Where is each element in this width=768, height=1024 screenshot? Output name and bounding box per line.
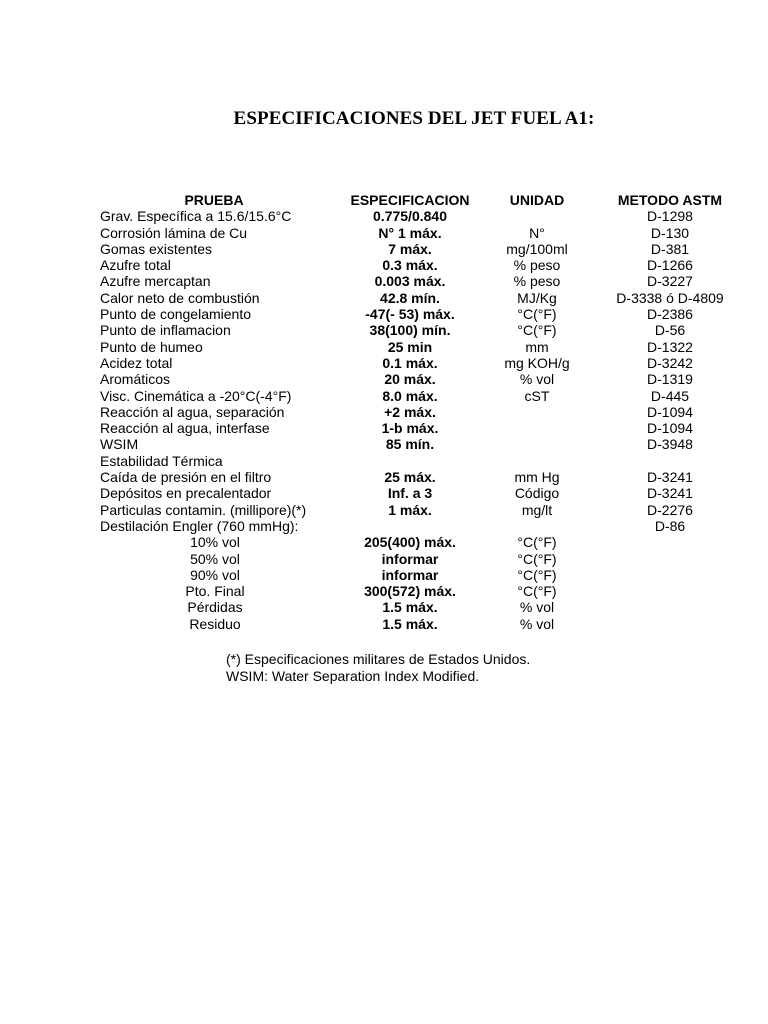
cell-method: D-3242	[647, 354, 693, 371]
cell-spec: 7 máx.	[388, 240, 432, 257]
table-row	[100, 502, 740, 518]
table-row	[100, 306, 740, 322]
cell-test: Punto de congelamiento	[100, 306, 251, 323]
table-row	[100, 322, 740, 338]
table-row	[100, 257, 740, 273]
footnote-wsim: WSIM: Water Separation Index Modified.	[226, 667, 480, 684]
cell-test: Depósitos en precalentador	[100, 485, 272, 502]
cell-test: Caída de presión en el filtro	[100, 469, 272, 486]
table-row	[100, 420, 740, 436]
cell-method: D-381	[650, 240, 690, 257]
table-row	[100, 355, 740, 371]
cell-spec: 0.003 máx.	[374, 273, 446, 290]
table-body	[100, 208, 740, 632]
cell-test: Pto. Final	[185, 583, 245, 600]
cell-test: Aromáticos	[100, 371, 171, 388]
cell-test: Punto de humeo	[100, 338, 203, 355]
cell-test: Estabilidad Térmica	[100, 452, 223, 469]
cell-method: D-1298	[647, 208, 693, 225]
footnotes	[226, 651, 530, 684]
cell-method: D-2386	[647, 306, 693, 323]
document-title: ESPECIFICACIONES DEL JET FUEL A1:	[233, 108, 595, 129]
spec-table	[100, 192, 740, 632]
table-row	[100, 551, 740, 567]
cell-unit: mm	[525, 338, 549, 355]
cell-test: 50% vol	[190, 550, 240, 567]
cell-spec: 20 máx.	[384, 371, 436, 388]
table-row	[100, 567, 740, 583]
cell-unit: °C(°F)	[517, 322, 557, 339]
cell-spec: 0.3 máx.	[382, 257, 438, 274]
cell-unit: % vol	[519, 615, 555, 632]
cell-test: Particulas contamin. (millipore)(*)	[100, 501, 307, 518]
cell-unit: % vol	[519, 371, 555, 388]
cell-unit: mg/100ml	[506, 240, 568, 257]
cell-spec: 42.8 mín.	[380, 289, 440, 306]
cell-method: D-1322	[647, 338, 693, 355]
cell-spec: 8.0 máx.	[382, 387, 438, 404]
cell-spec: 205(400) máx.	[364, 534, 456, 551]
cell-spec: informar	[381, 566, 439, 583]
cell-spec: 1.5 máx.	[382, 599, 438, 616]
cell-unit: °C(°F)	[517, 306, 557, 323]
cell-unit: N°	[529, 224, 545, 241]
cell-method: D-1094	[647, 420, 693, 437]
cell-spec: -47(- 53) máx.	[365, 306, 455, 323]
cell-test: 90% vol	[190, 566, 240, 583]
cell-method: D-130	[650, 224, 690, 241]
cell-spec: 1-b máx.	[381, 420, 439, 437]
cell-spec: N° 1 máx.	[378, 224, 442, 241]
table-row	[100, 485, 740, 501]
cell-spec: 1 máx.	[388, 501, 432, 518]
cell-spec: 38(100) mín.	[369, 322, 451, 339]
cell-method: D-3948	[647, 436, 693, 453]
cell-unit: °C(°F)	[517, 550, 557, 567]
header-test: PRUEBA	[184, 192, 244, 208]
cell-unit: MJ/Kg	[517, 289, 557, 306]
cell-spec: informar	[381, 550, 439, 567]
cell-method: D-3227	[647, 273, 693, 290]
cell-test: Acidez total	[100, 354, 173, 371]
table-row	[100, 518, 740, 534]
cell-method: D-2276	[647, 501, 693, 518]
cell-spec: +2 máx.	[384, 403, 436, 420]
table-row	[100, 469, 740, 485]
cell-method: D-56	[654, 322, 686, 339]
cell-test: Grav. Específica a 15.6/15.6°C	[100, 208, 292, 225]
table-row	[100, 371, 740, 387]
table-row	[100, 599, 740, 615]
cell-test: 10% vol	[190, 534, 240, 551]
cell-unit: % vol	[519, 599, 555, 616]
table-row	[100, 388, 740, 404]
table-header-row	[100, 192, 740, 208]
cell-spec: 1.5 máx.	[382, 615, 438, 632]
cell-test: Calor neto de combustión	[100, 289, 260, 306]
cell-method: D-86	[654, 517, 686, 534]
cell-spec: 25 min	[387, 338, 433, 355]
cell-unit: mg KOH/g	[504, 354, 570, 371]
cell-unit: cST	[524, 387, 550, 404]
cell-spec: 300(572) máx.	[364, 583, 456, 600]
cell-method: D-3241	[647, 469, 693, 486]
table-row	[100, 616, 740, 632]
cell-test: Gomas existentes	[100, 240, 213, 257]
cell-test: Azufre total	[100, 257, 171, 274]
cell-method: D-1094	[647, 403, 693, 420]
cell-unit: °C(°F)	[517, 534, 557, 551]
table-row	[100, 208, 740, 224]
table-row	[100, 273, 740, 289]
cell-spec: 0.1 máx.	[382, 354, 438, 371]
cell-test: Reacción al agua, separación	[100, 403, 285, 420]
cell-method: D-3241	[647, 485, 693, 502]
cell-unit: % peso	[513, 273, 561, 290]
table-row	[100, 436, 740, 452]
cell-unit: Código	[514, 485, 560, 502]
cell-spec: 0.775/0.840	[373, 208, 447, 225]
cell-test: Punto de inflamacion	[100, 322, 231, 339]
cell-test: Corrosión lámina de Cu	[100, 224, 248, 241]
cell-test: Azufre mercaptan	[100, 273, 211, 290]
cell-unit: °C(°F)	[517, 583, 557, 600]
cell-spec: 85 mín.	[385, 436, 435, 453]
cell-unit: mg/lt	[521, 501, 553, 518]
cell-test: Residuo	[189, 615, 241, 632]
cell-test: Reacción al agua, interfase	[100, 420, 270, 437]
cell-test: Pérdidas	[187, 599, 243, 616]
cell-test: Destilación Engler (760 mmHg):	[100, 517, 299, 534]
cell-test: Visc. Cinemática a -20°C(-4°F)	[100, 387, 292, 404]
cell-spec: 25 máx.	[384, 469, 436, 486]
header-method: METODO ASTM	[617, 192, 723, 208]
table-row	[100, 453, 740, 469]
table-row	[100, 339, 740, 355]
cell-method: D-1266	[647, 257, 693, 274]
table-row	[100, 534, 740, 550]
cell-method: D-3338 ó D-4809	[616, 289, 724, 306]
header-unit: UNIDAD	[509, 192, 565, 208]
table-row	[100, 583, 740, 599]
cell-spec: Inf. a 3	[387, 485, 433, 502]
cell-method: D-445	[650, 387, 690, 404]
cell-unit: mm Hg	[514, 469, 560, 486]
footnote-military: (*) Especificaciones militares de Estados Unidos.	[226, 651, 531, 667]
cell-unit: % peso	[513, 257, 561, 274]
table-row	[100, 404, 740, 420]
table-row	[100, 241, 740, 257]
header-spec: ESPECIFICACION	[350, 192, 470, 208]
table-row	[100, 290, 740, 306]
cell-test: WSIM	[100, 436, 139, 453]
cell-unit: °C(°F)	[517, 566, 557, 583]
cell-method: D-1319	[647, 371, 693, 388]
table-row	[100, 225, 740, 241]
